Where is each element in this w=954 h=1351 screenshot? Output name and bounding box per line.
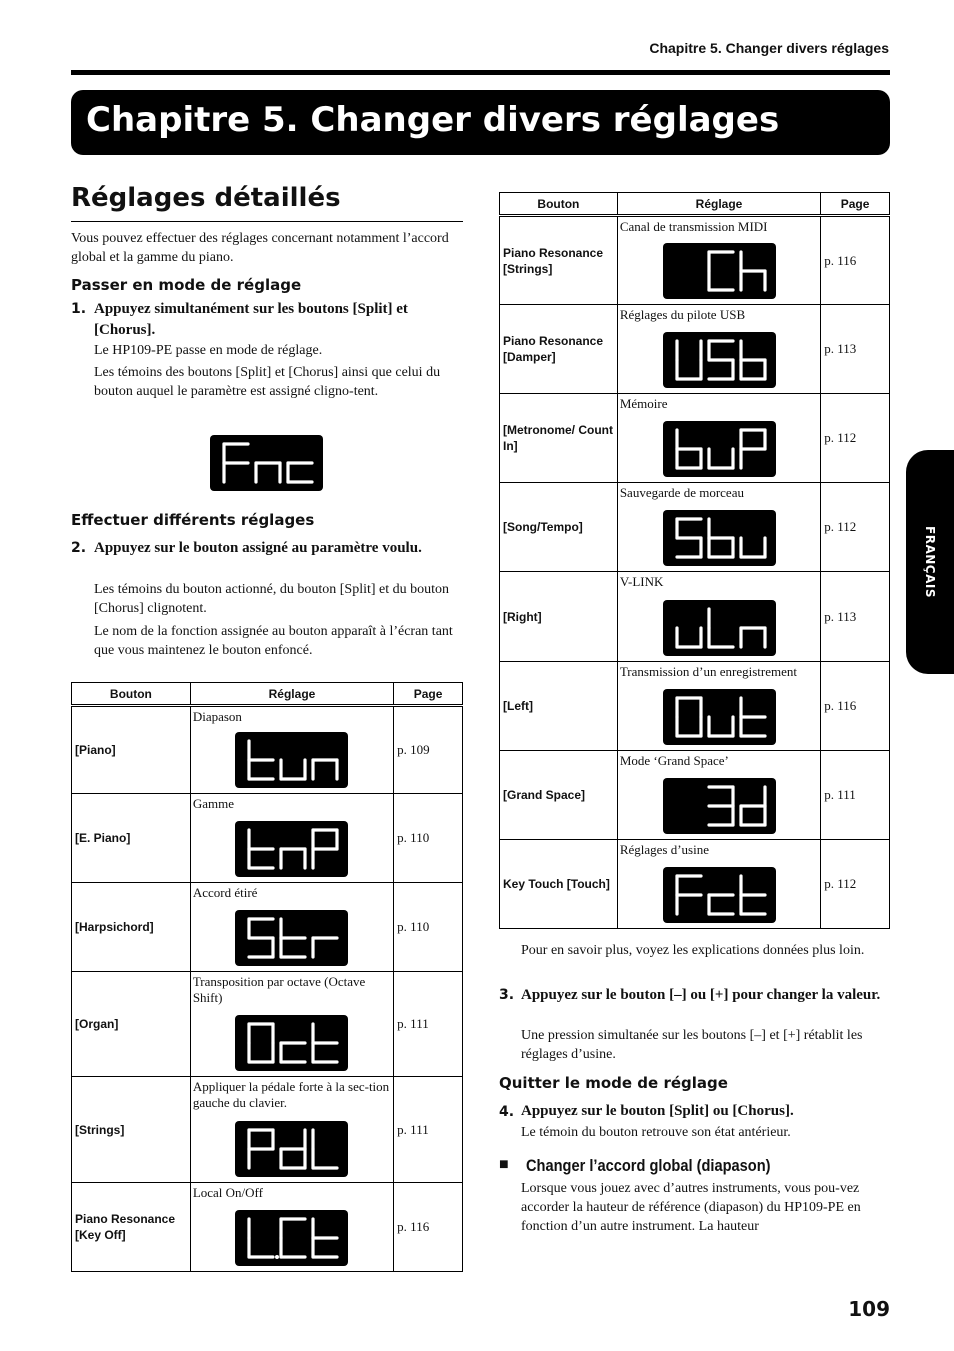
table-row [500, 840, 890, 929]
table-cell-button: Piano Resonance [Key Off] [72, 1183, 191, 1272]
step-3-number: 3. [499, 987, 515, 1003]
page-number: 109 [848, 1297, 890, 1321]
settings-table-right [499, 192, 890, 929]
table-cell-button: Key Touch [Touch] [500, 840, 618, 929]
display-lct [235, 1210, 348, 1266]
setting-description: Accord étiré [192, 885, 258, 900]
table-row [72, 883, 463, 972]
table-cell-setting [190, 1077, 393, 1183]
intro-paragraph: Vous pouvez effectuer des réglages concernant notamment l’accord global et la gamme du piano. [71, 231, 449, 265]
table-cell-button: [Song/Tempo] [500, 483, 618, 572]
settings-table-left [71, 682, 463, 1272]
step-2-title: Appuyez sur le bouton assigné au paramètre voulu. [94, 540, 422, 556]
col-header-button: Bouton [72, 683, 191, 706]
display-tun [235, 732, 348, 788]
display-oct [235, 1015, 348, 1071]
table-cell-page: p. 116 [821, 216, 890, 305]
setting-description: Mémoire [619, 396, 668, 411]
step-2-text-2: Le nom de la fonction assignée au bouton apparaît à l’écran tant que vous maintenez le bouton enfoncé. [94, 624, 453, 658]
table-cell-page: p. 110 [394, 794, 463, 883]
setting-description: Canal de transmission MIDI [619, 219, 768, 234]
table-cell-page: p. 110 [394, 883, 463, 972]
display-3d [663, 778, 776, 834]
table-row [72, 1077, 463, 1183]
table-cell-button: [Piano] [72, 706, 191, 794]
step-3-text: Une pression simultanée sur les boutons [–] et [+] rétablit les réglages d’usine. [521, 1028, 863, 1062]
setting-description: Sauvegarde de morceau [619, 485, 744, 500]
table-cell-page: p. 111 [394, 1077, 463, 1183]
table-cell-page: p. 116 [394, 1183, 463, 1272]
display-out [663, 689, 776, 745]
table-row [72, 706, 463, 794]
table-cell-page: p. 112 [821, 840, 890, 929]
table-cell-setting [190, 883, 393, 972]
step-3-title: Appuyez sur le bouton [–] ou [+] pour changer la valeur. [521, 987, 881, 1003]
setting-description: V-LINK [619, 574, 664, 589]
table-cell-setting [617, 662, 820, 751]
table-row [72, 1183, 463, 1272]
display-fnc [210, 435, 323, 491]
table-cell-page: p. 112 [821, 394, 890, 483]
table-cell-button: [Harpsichord] [72, 883, 191, 972]
setting-description: Réglages d’usine [619, 842, 709, 857]
step-4-title: Appuyez sur le bouton [Split] ou [Chorus]. [521, 1103, 794, 1119]
table-cell-button: [Strings] [72, 1077, 191, 1183]
table-cell-setting [617, 394, 820, 483]
table-row [500, 662, 890, 751]
table-row [500, 216, 890, 305]
table-row [500, 394, 890, 483]
table-cell-button: [Right] [500, 572, 618, 662]
table-cell-page: p. 111 [394, 972, 463, 1077]
table-row [72, 794, 463, 883]
table-cell-button: [Left] [500, 662, 618, 751]
step-1-text-2: Les témoins des boutons [Split] et [Chorus] ainsi que celui du bouton auquel le paramètre est assigné cligno-tent. [94, 365, 441, 399]
chapter-title: Chapitre 5. Changer divers réglages [86, 100, 780, 140]
table-cell-setting [617, 305, 820, 394]
table-row [500, 572, 890, 662]
running-header: Chapitre 5. Changer divers réglages [649, 40, 889, 56]
table-cell-page: p. 113 [821, 572, 890, 662]
table-cell-button: Piano Resonance [Damper] [500, 305, 618, 394]
table-cell-page: p. 116 [821, 662, 890, 751]
table-cell-setting [617, 216, 820, 305]
language-tab-label: FRANÇAIS [923, 526, 937, 598]
step-1-number: 1. [71, 301, 87, 317]
table-cell-button: [Organ] [72, 972, 191, 1077]
table-cell-setting [190, 706, 393, 794]
setting-description: Gamme [192, 796, 234, 811]
table-row [500, 483, 890, 572]
section-rule [71, 221, 463, 222]
step-2-number: 2. [71, 540, 87, 556]
table-row [500, 305, 890, 394]
col-header-page: Page [821, 193, 890, 216]
setting-description: Transmission d’un enregistrement [619, 664, 797, 679]
display-fct [663, 867, 776, 923]
table-cell-page: p. 112 [821, 483, 890, 572]
table-cell-page: p. 111 [821, 751, 890, 840]
table-cell-setting [617, 840, 820, 929]
display-uln [663, 600, 776, 656]
section-title: Réglages détaillés [71, 183, 341, 213]
table-cell-setting [190, 1183, 393, 1272]
table-cell-setting [617, 483, 820, 572]
table-cell-button: [E. Piano] [72, 794, 191, 883]
table-cell-setting [190, 794, 393, 883]
table-cell-setting [617, 751, 820, 840]
setting-description: Réglages du pilote USB [619, 307, 746, 322]
table-row [72, 972, 463, 1077]
table-cell-button: [Metronome/ Count In] [500, 394, 618, 483]
setting-description: Local On/Off [192, 1185, 263, 1200]
subheading-settings: Effectuer différents réglages [71, 511, 315, 529]
header-rule [71, 70, 890, 75]
step-4-number: 4. [499, 1104, 515, 1120]
setting-description: Transposition par octave (Octave Shift) [192, 974, 366, 1005]
table-cell-button: [Grand Space] [500, 751, 618, 840]
table-cell-page: p. 109 [394, 706, 463, 794]
subsection-marker: ■ [499, 1156, 509, 1173]
display-sbu [663, 510, 776, 566]
step-4-text: Le témoin du bouton retrouve son état antérieur. [521, 1125, 791, 1140]
step-1-title: Appuyez simultanément sur les boutons [Split] et [Chorus]. [94, 301, 408, 338]
display-ch [663, 243, 776, 299]
table-cell-setting [190, 972, 393, 1077]
display-usb [663, 332, 776, 388]
subheading-quit-mode: Quitter le mode de réglage [499, 1074, 728, 1092]
subheading-enter-mode: Passer en mode de réglage [71, 276, 302, 294]
display-bup [663, 421, 776, 477]
step-1-text-1: Le HP109-PE passe en mode de réglage. [94, 343, 323, 358]
subsection-text: Lorsque vous jouez avec d’autres instruments, vous pou-vez accorder la hauteur de référence (diapason) du HP109-PE en fonction d’un autre instrument. La hauteur [521, 1181, 861, 1234]
table-row [500, 751, 890, 840]
display-pdl [235, 1121, 348, 1177]
col-header-setting: Réglage [617, 193, 820, 216]
col-header-button: Bouton [500, 193, 618, 216]
col-header-setting: Réglage [190, 683, 393, 706]
table-cell-setting [617, 572, 820, 662]
display-str [235, 910, 348, 966]
step-2-text-1: Les témoins du bouton actionné, du bouton [Split] et du bouton [Chorus] clignotent. [94, 582, 450, 616]
setting-description: Appliquer la pédale forte à la sec-tion gauche du clavier. [192, 1079, 390, 1110]
table-cell-button: Piano Resonance [Strings] [500, 216, 618, 305]
display-tnp [235, 821, 348, 877]
setting-description: Mode ‘Grand Space’ [619, 753, 729, 768]
col-header-page: Page [394, 683, 463, 706]
subsection-title: Changer l’accord global (diapason) [526, 1156, 771, 1175]
setting-description: Diapason [192, 709, 242, 724]
table-cell-page: p. 113 [821, 305, 890, 394]
after-table-text: Pour en savoir plus, voyez les explications données plus loin. [521, 943, 865, 958]
